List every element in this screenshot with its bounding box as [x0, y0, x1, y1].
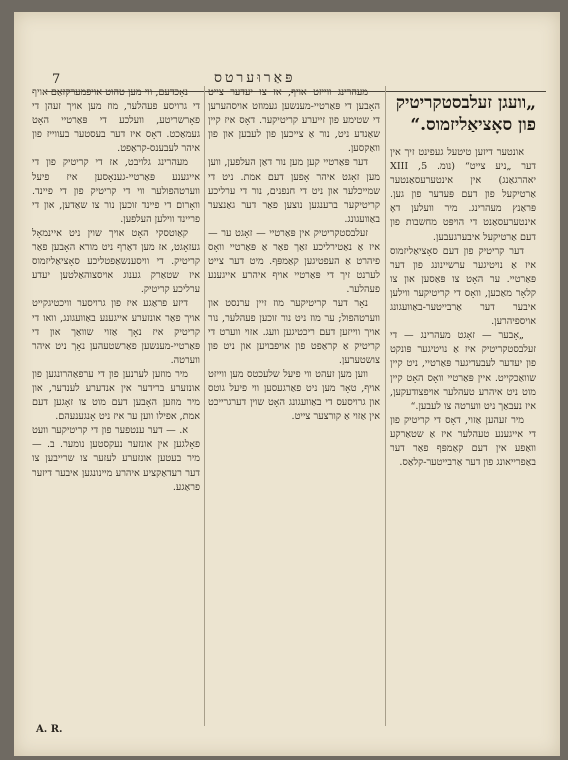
- paragraph: נאָכדעם, ווי מען טהוט אויפמערקזאַם אויף די גרויסע פעהלער, מוז מען אויך זעהן די פאָרשריטע, וועלכע די פּאַרטיי האָט געמאַכט. דאָס איז דער בעסטער בעווייז פון איהר לעבענס-קראַפט.: [32, 87, 200, 155]
- page-number: 7: [52, 72, 61, 87]
- paragraph: קאַוטסקי האָט אויך שוין ניט איינמאָל געזאָגט, אז מען דאַרף ניט מורא האָבען פאַר קריטיק. די וויסענשאַפטליכע סאָציאַליזמוס איז שטאַרק גענוג אויסצוהאַלטען יעדע ערליכע קריטיק.: [32, 227, 200, 296]
- text-column-left: [32, 86, 200, 726]
- paragraph: א. — דער ענטפער פון די קריטיקער וועט פאָלגען אין אונזער נעקסטען נומער. ב. — מיר בעטען אונזערע לעזער צו שרייבען צו דער רעדאַקציע איהרע מיינונגען איבער דיזער פראַגע.: [32, 425, 200, 493]
- paragraph: דער פּאַרטיי קען מען נור דאַן העלפען, ווען מען זאָגט איהר אָפען דעם אמת. ניט די שמייכלער און ניט די חנפנים, נור די ערליכע קריטיקער ברענגען נוצען פאַר דער גאַנצער באַוועגונג.: [208, 157, 380, 225]
- paragraph: זעלבסטקריטיק אין פּאַרטיי — זאָגט ער — איז אַ נאַטירליכע זאַך פאַר אַ פּאַרטיי וואָס פיהרט אַ העפטיגען קאַמפּף. מיט דער צייט לערנט זיך די פּאַרטיי אויף איהרע אייגענע פעהלער.: [208, 227, 380, 296]
- paragraph: מעהרינג ווייזט אויף, אז צו יעדער צייט האָבען די פּאַרטיי-מענשען געמוזט אויסהערען די שטימע פון זייערע קריטיקער. דאָס איז קיין שאַנדע ניט, נור אַ צייכען פון לעבען און פון וואַקסען.: [208, 87, 380, 155]
- text-column-right: [390, 86, 536, 726]
- text-column-middle: [208, 86, 380, 726]
- paragraph: נאָר דער קריטיקער מוז זיין ערנסט און ווערטהפול; ער מוז ניט נור זוכען פעהלער, נור אויך ווייזען דעם ריכטיגען וועג. אזוי ווערט די קריטיק אַ קראַפט פון אויפבויען און ניט פון צושטערען.: [208, 298, 380, 366]
- paragraph: ווען מען זעהט ווי פיעל שלעכטס מען ווייזט אויף, טאָר מען ניט פאַרגעסען ווי פיעל גוטס און גרויסעס די באַוועגונג האָט שוין דערגרייכט אין אַזוי אַ קורצער צייט.: [208, 368, 380, 423]
- column-divider: [204, 86, 205, 726]
- column-divider: [385, 86, 386, 726]
- paragraph: דיזע פראַגע איז פון גרויסער וויכטיגקייט אויך פאַר אונזערע אייגענע באַוועגונג, וואו די קריטיק איז נאָך אַזוי שוואַך און די פּאַרטיי-מענשען פאַרשטעהען נאָך ניט איהר ווערטה.: [32, 298, 200, 366]
- running-head: פּאַרוּערטס: [214, 70, 296, 86]
- paragraph: מעהרינג גלויבט, אז די קריטיק פון די אייגענע פּאַרטיי-גענאָסען איז פיעל ווערטהפולער ווי די קריטיק פון די פיינד. וואָרום די פיינד זוכען נור צו שאַדען, און די פריינד ווילען העלפען.: [32, 157, 200, 225]
- paragraph: דער קריטיק פון דעם סאָציאַליזמוס איז אַ נויטיגער ערשיינונג פון דער פּאַרטיי. ער האָט צו פּאַסען און צו קלאָר מאַכען, וואָס די קריטיקער ווילען איבער דער אַרבייטער-באַוועגונג אויספיהרען.: [390, 245, 536, 328]
- paragraph: מיר זעהען אַזוי, דאָס די קריטיק פון די אייגענע טעהלער איז אַ שטאַרקע וואַפע אין דעם קאַמפּף פאַר דער באַפרייאונג פון דער אַרבייטער-קלאַס.: [390, 414, 536, 469]
- paragraph: „אָבער — זאָגט מעהרינג — די זעלבסטקריטיק איז אַ נויטיגער פּונקט פון יעדער לעבעדיגער פּאַרטיי, ניט קיין שוואַכקייט. איין פּאַרטיי וואָס האָט קיין מוט ניט איהרע טעהלער אויפצודעקען, איז נעבאַך ניט ווערטה צו לעבען.“: [390, 330, 536, 412]
- article-title: „וועגן זעלבסטקריטיק פון סאָציאַליזמוס.“: [395, 93, 536, 135]
- paragraph: אונטער דיזען טיטעל געפינט זיך אין דער „ניע צייט“ (נומ. 5, XIII יאהרגאַנג) אין אינטערעסאַנטער אַרטיקעל פון דעם פּעדער פון גען. פּראַנץ מעהרינג. מיר וועלען דאָ אינטערעסאַנט די הויפּט מחשבות פון דעם אַרטיקעל איבערגעבען.: [390, 147, 536, 243]
- author-signature: A. R.: [36, 724, 63, 735]
- paragraph: מיר מוזען לערנען פון די ערפאַהרונגען פון אונזערע ברידער אין אנדערע לענדער, און מיר מוזען האָבען דעם מוט צו זאָגען דעם אמת, אפילו ווען ער איז ניט אָנגענעהם.: [32, 368, 200, 423]
